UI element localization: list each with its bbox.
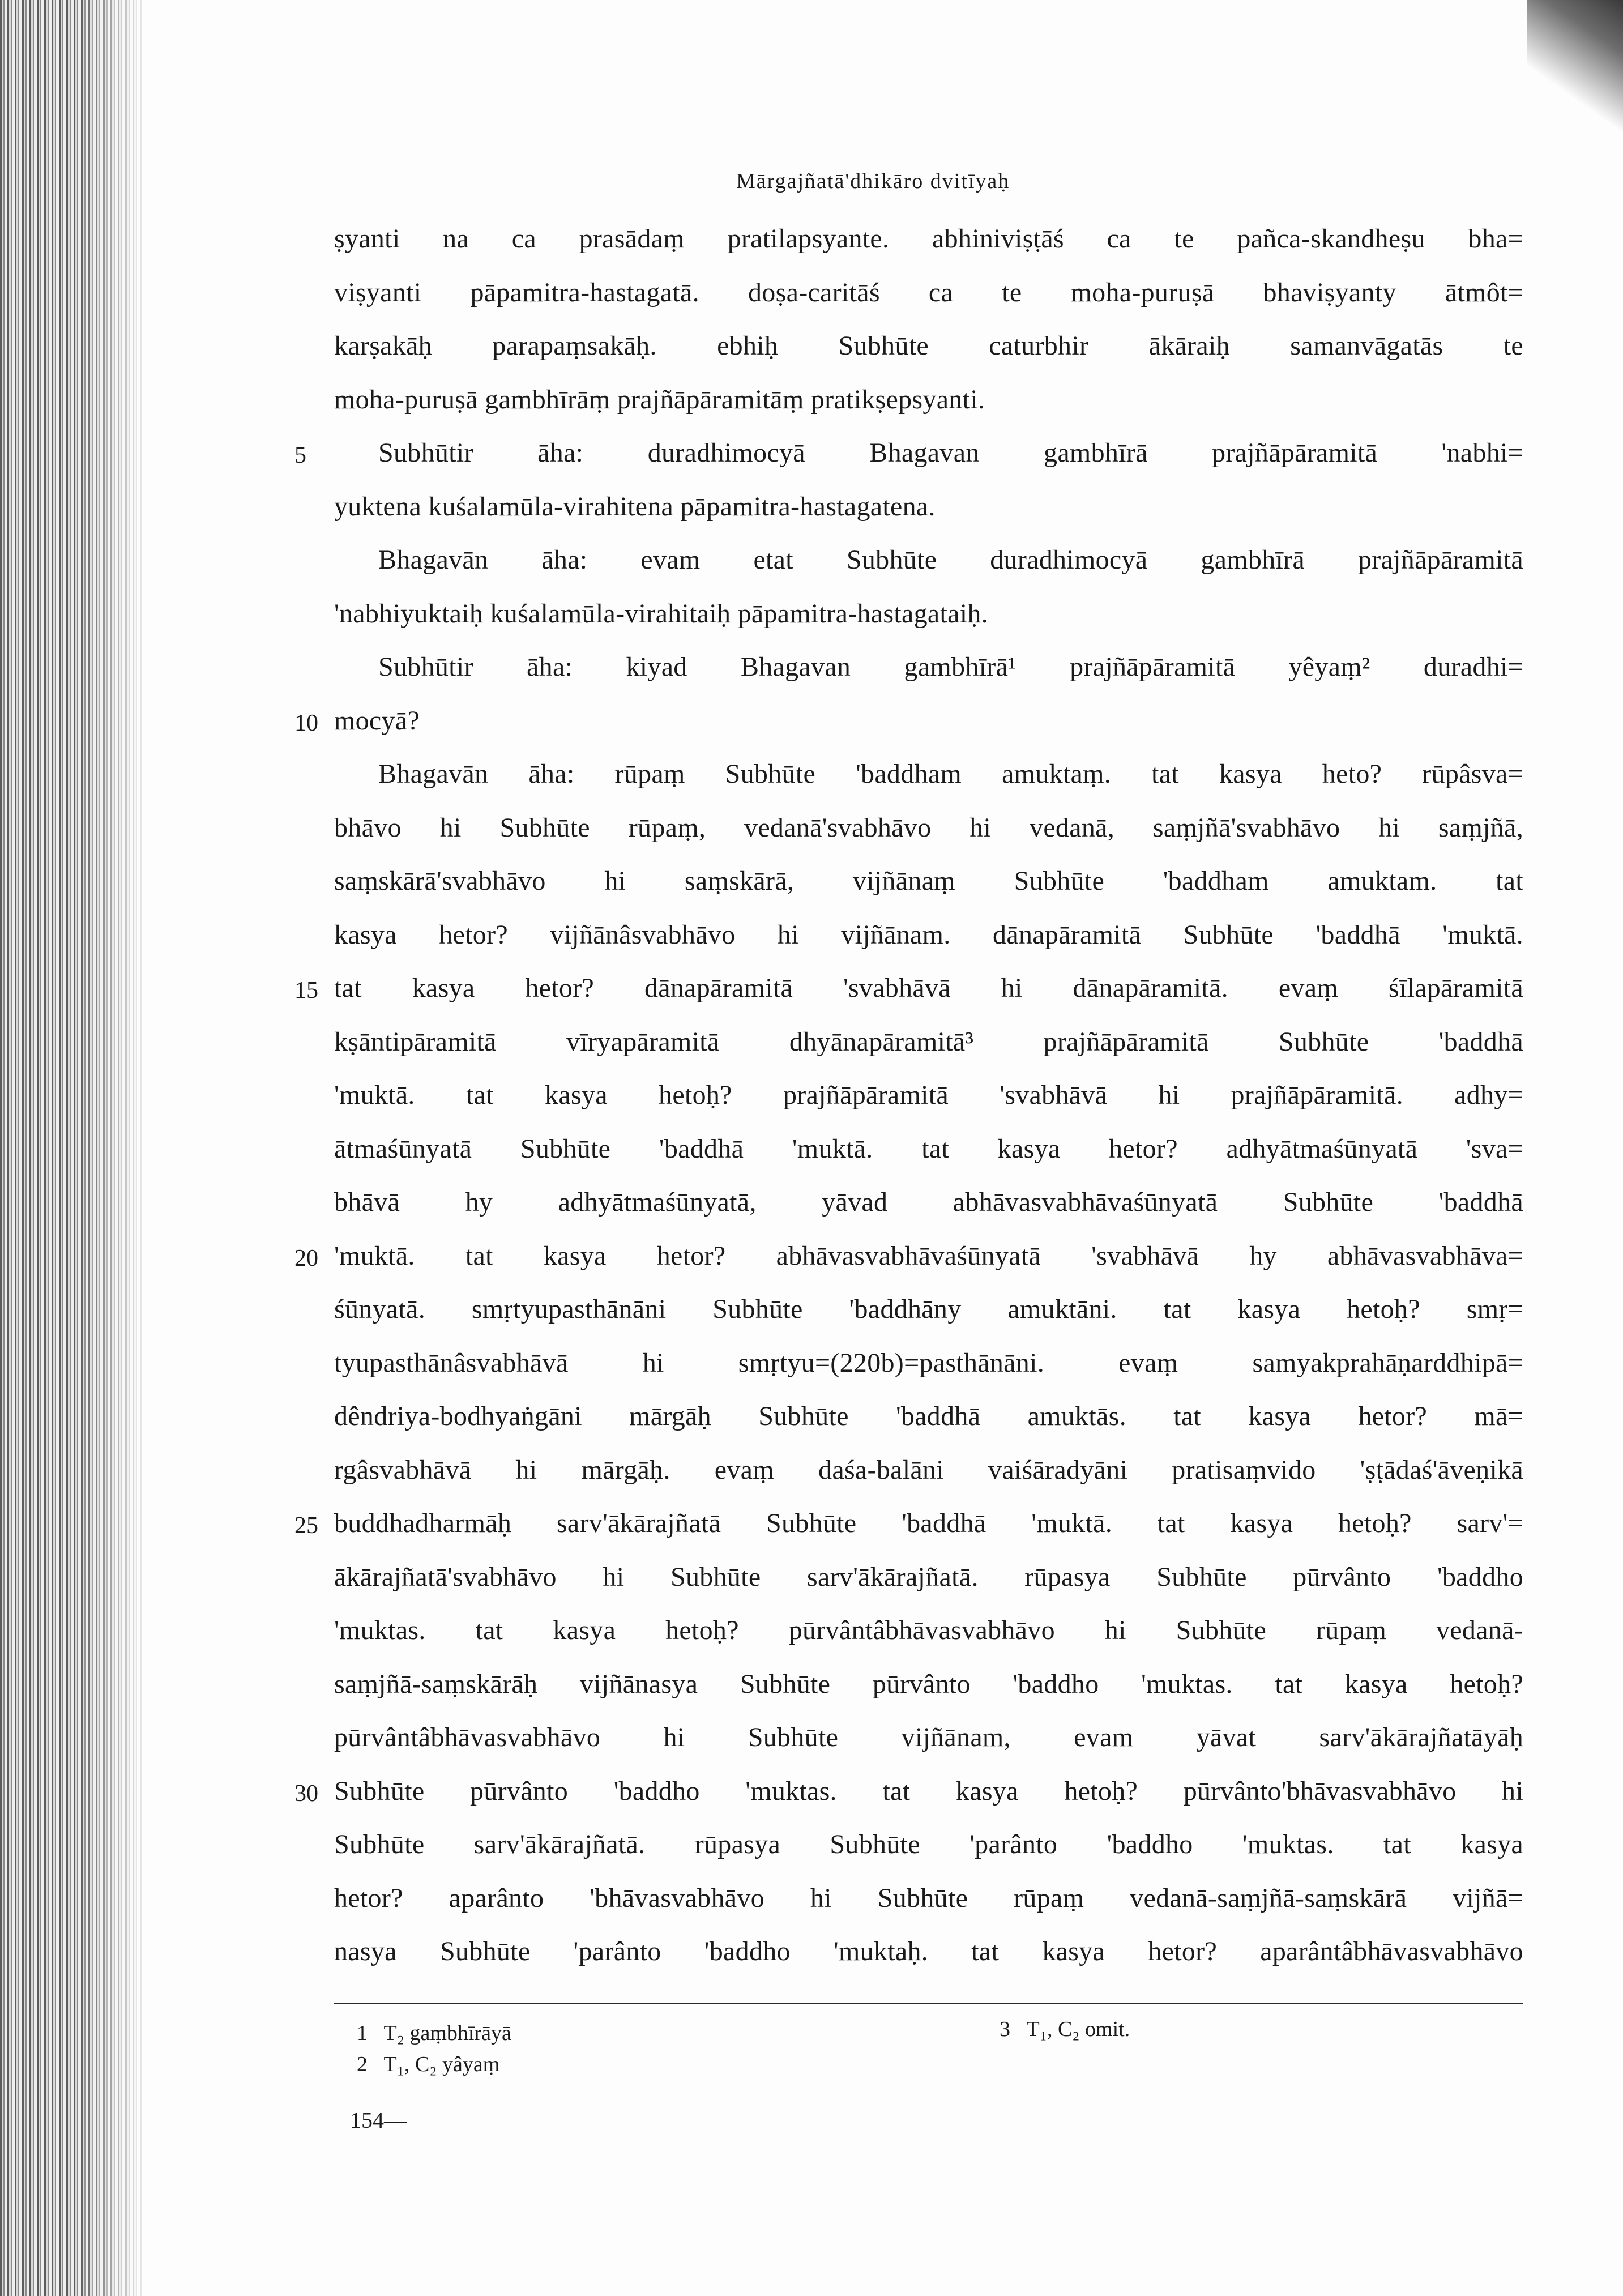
- text-line: Bhagavān āha: rūpaṃ Subhūte 'baddham amuktaṃ. tat kasya heto? rūpâsva=: [378, 759, 1523, 789]
- text-line: Bhagavān āha: evam etat Subhūte duradhimocyā gambhīrā prajñāpāramitā: [378, 545, 1523, 575]
- text-line: ātmaśūnyatā Subhūte 'baddhā 'muktā. tat kasya hetor? adhyātmaśūnyatā 'sva=: [334, 1134, 1523, 1164]
- text-line: saṃjñā-saṃskārāḥ vijñānasya Subhūte pūrvânto 'baddho 'muktas. tat kasya hetoḥ?: [334, 1669, 1523, 1699]
- text-line: śūnyatā. smṛtyupasthānāni Subhūte 'baddhāny amuktāni. tat kasya hetoḥ? smṛ=: [334, 1294, 1523, 1324]
- footnote-number: 2: [357, 2052, 368, 2076]
- text-line: bhāvā hy adhyātmaśūnyatā, yāvad abhāvasvabhāvaśūnyatā Subhūte 'baddhā: [334, 1187, 1523, 1217]
- line-number: 25: [294, 1513, 318, 1539]
- running-head: Mārgajñatā'dhikāro dvitīyaḥ: [736, 169, 1010, 193]
- text-line: dêndriya-bodhyaṅgāni mārgāḥ Subhūte 'baddhā amuktās. tat kasya hetor? mā=: [334, 1401, 1523, 1431]
- line-number: 15: [294, 978, 318, 1004]
- footnote-text: T₁, C₂ omit.: [1026, 2017, 1130, 2041]
- footnote-number: 3: [1000, 2017, 1010, 2041]
- text-line: moha-puruṣā gambhīrāṃ prajñāpāramitāṃ pratikṣepsyanti.: [334, 385, 985, 415]
- text-line: viṣyanti pāpamitra-hastagatā. doṣa-caritāś ca te moha-puruṣā bhaviṣyanty ātmôt=: [334, 278, 1523, 308]
- text-line: bhāvo hi Subhūte rūpaṃ, vedanā'svabhāvo hi vedanā, saṃjñā'svabhāvo hi saṃjñā,: [334, 813, 1523, 843]
- footnote-rule: [334, 2003, 1523, 2004]
- text-line: saṃskārā'svabhāvo hi saṃskārā, vijñānaṃ Subhūte 'baddham amuktam. tat: [334, 866, 1523, 896]
- footnote-1: [357, 2019, 511, 2047]
- text-line: hetor? aparânto 'bhāvasvabhāvo hi Subhūte rūpaṃ vedanā-saṃjñā-saṃskārā vijñā=: [334, 1883, 1523, 1913]
- text-line: tyupasthānâsvabhāvā hi smṛtyu=(220b)=pasthānāni. evaṃ samyakprahāṇarddhipā=: [334, 1348, 1523, 1378]
- footnote-2: [357, 2050, 499, 2079]
- text-line: Subhūtir āha: kiyad Bhagavan gambhīrā¹ prajñāpāramitā yêyaṃ² duradhi=: [378, 652, 1523, 682]
- text-line: kṣāntipāramitā vīryapāramitā dhyānapāramitā³ prajñāpāramitā Subhūte 'baddhā: [334, 1027, 1523, 1057]
- line-number: 30: [294, 1781, 318, 1807]
- line-number: 20: [294, 1245, 318, 1271]
- text-line: nasya Subhūte 'parânto 'baddho 'muktaḥ. tat kasya hetor? aparântâbhāvasvabhāvo: [334, 1936, 1523, 1966]
- text-line: 'muktā. tat kasya hetor? abhāvasvabhāvaśūnyatā 'svabhāvā hy abhāvasvabhāva=: [334, 1241, 1523, 1271]
- line-number: 10: [294, 710, 318, 736]
- text-line: 'muktas. tat kasya hetoḥ? pūrvântâbhāvasvabhāvo hi Subhūte rūpaṃ vedanā-: [334, 1615, 1523, 1645]
- corner-shadow: [1527, 0, 1623, 147]
- text-line: tat kasya hetor? dānapāramitā 'svabhāvā hi dānapāramitā. evaṃ śīlapāramitā: [334, 973, 1523, 1003]
- text-line: kasya hetor? vijñānâsvabhāvo hi vijñānam. dānapāramitā Subhūte 'baddhā 'muktā.: [334, 920, 1523, 950]
- text-line: Subhūte pūrvânto 'baddho 'muktas. tat kasya hetoḥ? pūrvânto'bhāvasvabhāvo hi: [334, 1776, 1523, 1806]
- text-line: Subhūtir āha: duradhimocyā Bhagavan gambhīrā prajñāpāramitā 'nabhi=: [378, 438, 1523, 468]
- footnote-number: 1: [357, 2021, 368, 2045]
- text-line: buddhadharmāḥ sarv'ākārajñatā Subhūte 'baddhā 'muktā. tat kasya hetoḥ? sarv'=: [334, 1508, 1523, 1538]
- text-line: karṣakāḥ parapaṃsakāḥ. ebhiḥ Subhūte caturbhir ākāraiḥ samanvāgatās te: [334, 331, 1523, 361]
- footnote-3: [1000, 2015, 1130, 2043]
- text-line: 'muktā. tat kasya hetoḥ? prajñāpāramitā 'svabhāvā hi prajñāpāramitā. adhy=: [334, 1080, 1523, 1110]
- footnote-text: T₂ gaṃbhīrāyā: [383, 2021, 511, 2045]
- text-line: mocyā?: [334, 706, 420, 736]
- footnote-text: T₁, C₂ yâyaṃ: [383, 2052, 500, 2076]
- text-line: ṣyanti na ca prasādaṃ pratilapsyante. abhiniviṣṭāś ca te pañca-skandheṣu bha=: [334, 224, 1523, 254]
- text-line: 'nabhiyuktaiḥ kuśalamūla-virahitaiḥ pāpamitra-hastagataiḥ.: [334, 599, 988, 629]
- text-line: ākārajñatā'svabhāvo hi Subhūte sarv'ākārajñatā. rūpasya Subhūte pūrvânto 'baddho: [334, 1562, 1523, 1592]
- text-line: Subhūte sarv'ākārajñatā. rūpasya Subhūte 'parânto 'baddho 'muktas. tat kasya: [334, 1829, 1523, 1859]
- page-number: 154—: [350, 2107, 407, 2133]
- binding-shadow: [0, 0, 142, 2296]
- text-line: yuktena kuśalamūla-virahitena pāpamitra-hastagatena.: [334, 492, 936, 522]
- text-line: pūrvântâbhāvasvabhāvo hi Subhūte vijñānam, evam yāvat sarv'ākārajñatāyāḥ: [334, 1722, 1523, 1752]
- line-number: 5: [294, 442, 306, 468]
- text-line: rgâsvabhāvā hi mārgāḥ. evaṃ daśa-balāni vaiśāradyāni pratisaṃvido 'ṣṭādaś'āveṇikā: [334, 1455, 1523, 1485]
